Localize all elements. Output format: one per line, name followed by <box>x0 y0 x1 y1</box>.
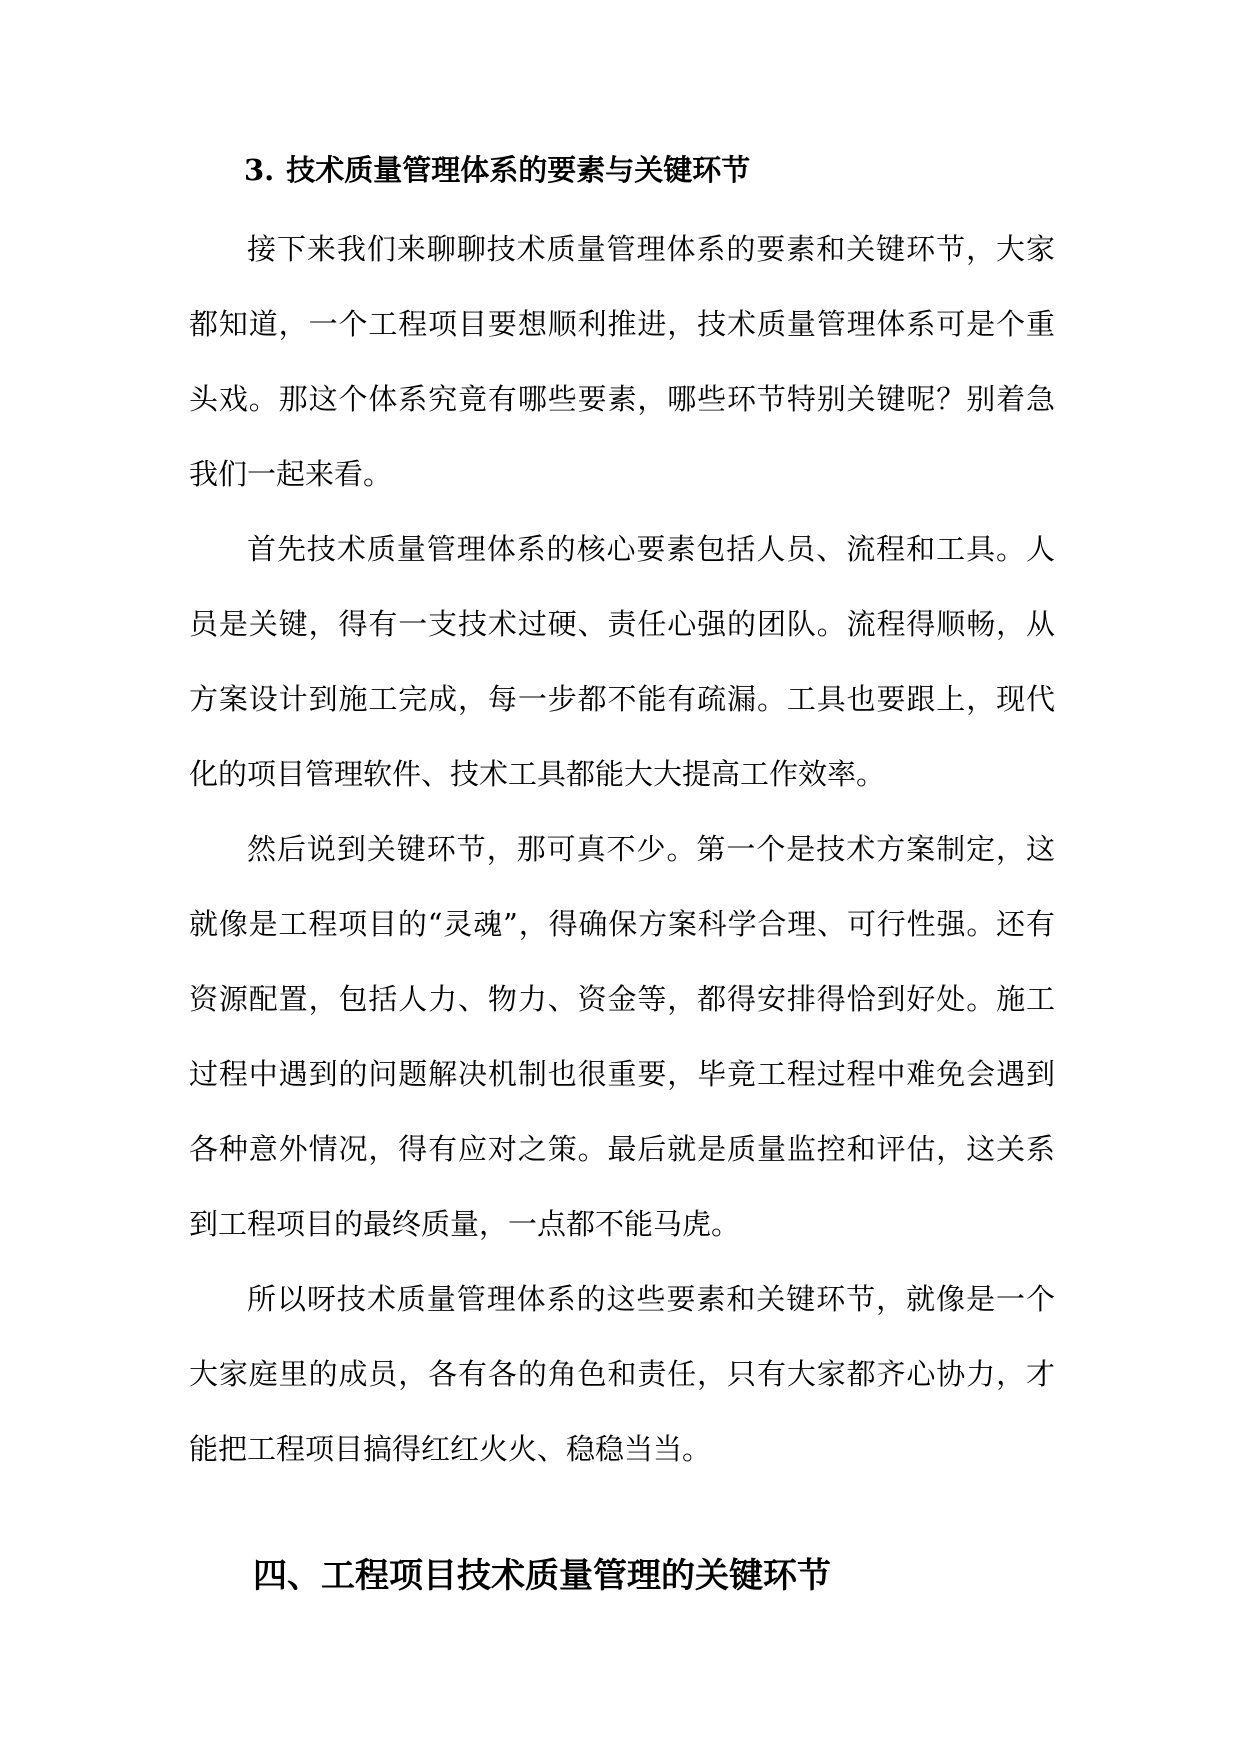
body-paragraph: 所以呀技术质量管理体系的这些要素和关键环节，就像是一个大家庭里的成员，各有各的角色和责任，只有大家都齐心协力，才能把工程项目搞得红红火火、稳稳当当。 <box>189 1282 1055 1466</box>
subheading <box>189 150 1110 190</box>
subheading-number: 3. <box>244 153 275 187</box>
section-heading: 四、工程项目技术质量管理的关键环节 <box>253 1556 831 1596</box>
body-paragraph: 接下来我们来聊聊技术质量管理体系的要素和关键环节，大家都知道，一个工程项目要想顺利推进，技术质量管理体系可是个重头戏。那这个体系究竟有哪些要素，哪些环节特别关键呢？别着急我们一起来看。 <box>189 232 1055 491</box>
body-paragraph: 首先技术质量管理体系的核心要素包括人员、流程和工具。人员是关键，得有一支技术过硬、责任心强的团队。流程得顺畅，从方案设计到施工完成，每一步都不能有疏漏。工具也要跟上，现代化的项目管理软件、技术工具都能大大提高工作效率。 <box>189 532 1055 791</box>
body-paragraph: 然后说到关键环节，那可真不少。第一个是技术方案制定，这就像是工程项目的“灵魂”，得确保方案科学合理、可行性强。还有资源配置，包括人力、物力、资金等，都得安排得恰到好处。施工过程中遇到的问题解决机制也很重要，毕竟工程过程中难免会遇到各种意外情况，得有应对之策。最后就是质量监控和评估，这关系到工程项目的最终质量，一点都不能马虎。 <box>189 832 1055 1241</box>
subheading-title: 技术质量管理体系的要素与关键环节 <box>286 153 751 187</box>
